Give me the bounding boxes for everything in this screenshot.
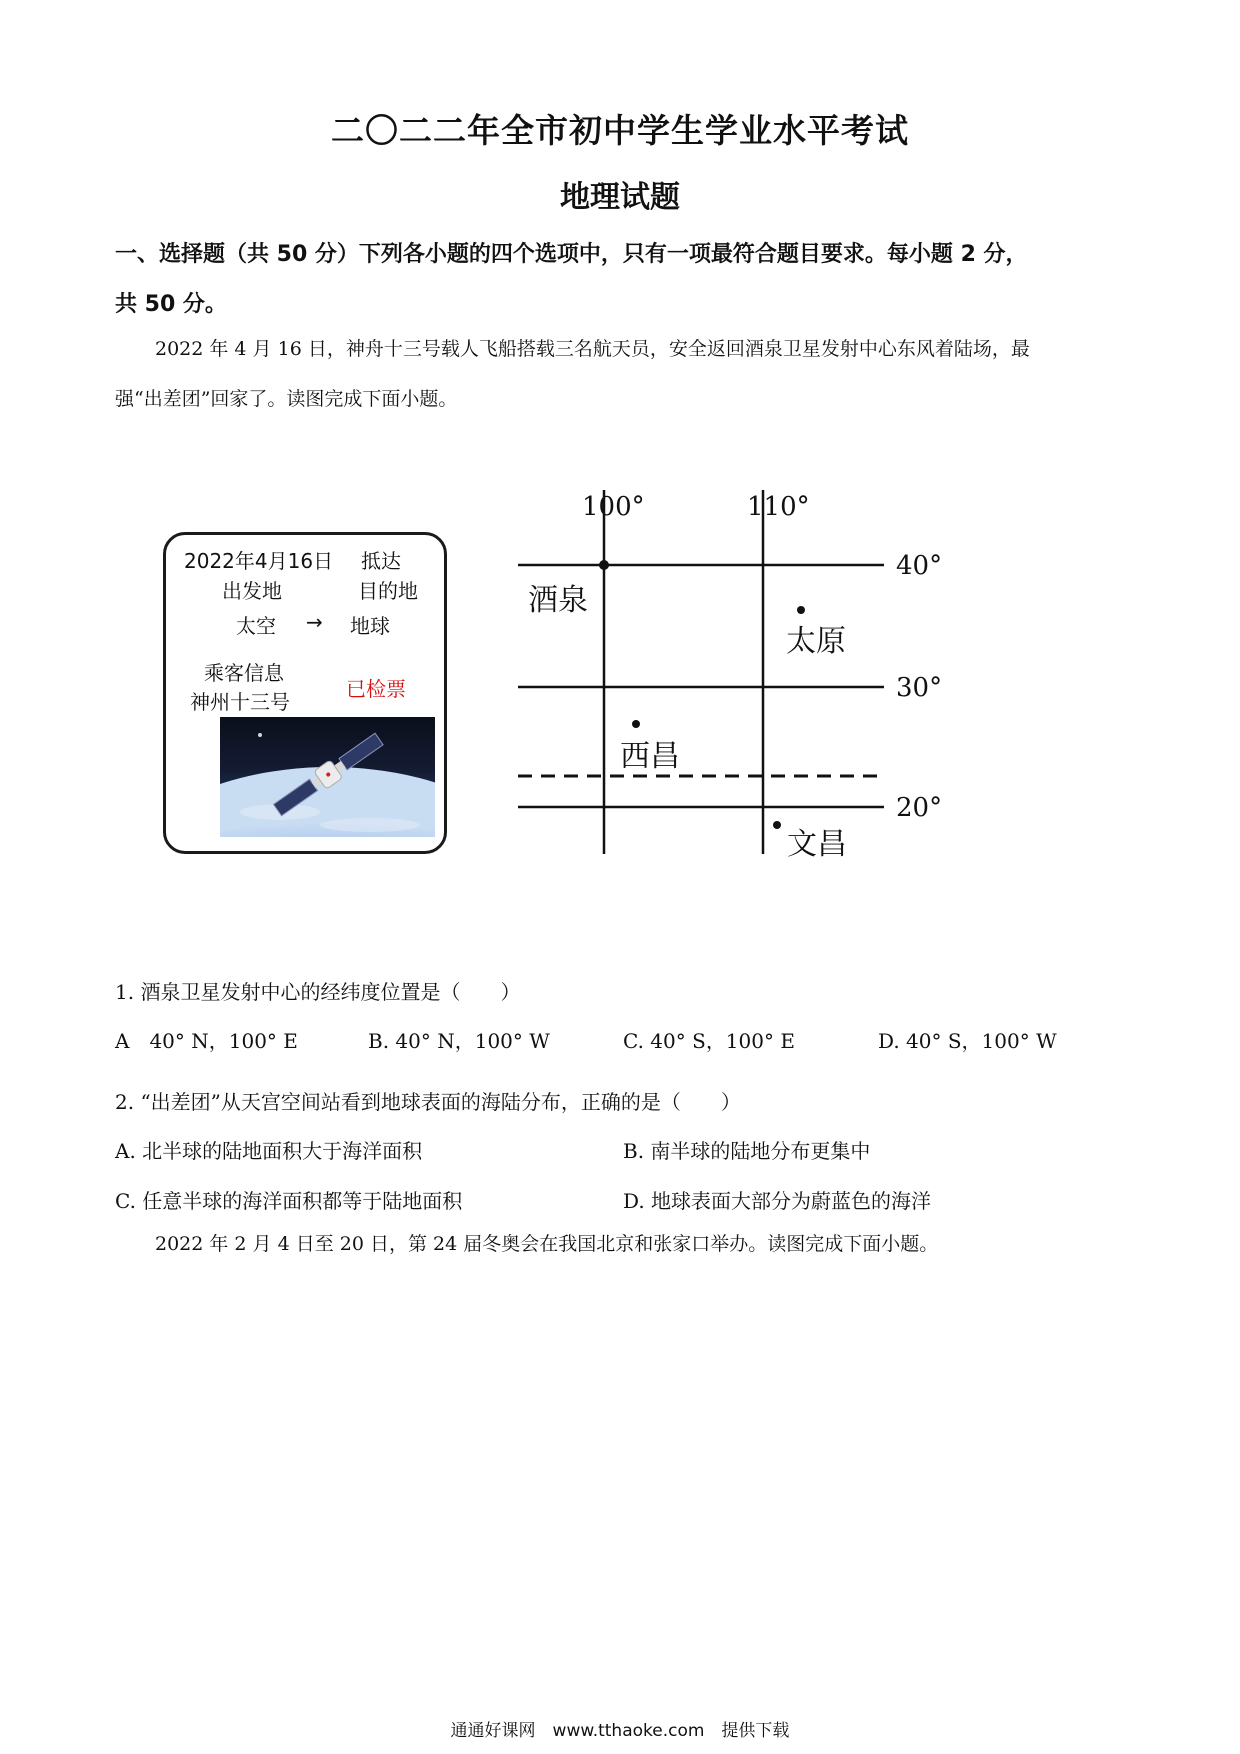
ticket-to: 地球: [350, 614, 390, 638]
question-2-option-d[interactable]: D. 地球表面大部分为蔚蓝色的海洋: [623, 1189, 932, 1213]
lat-label-20: 20°: [896, 793, 943, 823]
lat-label-30: 30°: [896, 673, 943, 703]
ticket-passenger-label: 乘客信息: [204, 661, 284, 685]
arrow-right-icon: →: [306, 610, 323, 634]
city-dot-taiyuan: [797, 606, 805, 614]
lat-label-40: 40°: [896, 551, 943, 581]
city-label-wenchang: 文昌: [787, 827, 847, 862]
ticket-arrive-label: 抵达: [361, 549, 401, 573]
city-label-xichang: 西昌: [620, 739, 680, 774]
city-dot-xichang: [632, 720, 640, 728]
footer-source: 通通好课网 www.tthaoke.com 提供下载: [450, 1721, 790, 1741]
question-2-option-a[interactable]: A. 北半球的陆地面积大于海洋面积: [115, 1139, 423, 1163]
passage2-line1: 2022 年 2 月 4 日至 20 日，第 24 届冬奥会在我国北京和张家口举办。读图完成下面小题。: [155, 1233, 939, 1255]
city-label-taiyuan: 太原: [786, 624, 846, 659]
question-2-option-b[interactable]: B. 南半球的陆地分布更集中: [623, 1139, 871, 1163]
lon-label-110: 110°: [747, 492, 810, 522]
question-1-option-c[interactable]: C. 40° S，100° E: [623, 1029, 795, 1053]
question-1-option-d[interactable]: D. 40° S，100° W: [878, 1029, 1057, 1053]
ticket-date: 2022年4月16日: [184, 549, 334, 573]
question-1-option-b[interactable]: B. 40° N，100° W: [368, 1029, 550, 1053]
passage1-line2: 强“出差团”回家了。读图完成下面小题。: [115, 388, 458, 410]
section-heading-line1: 一、选择题（共 50 分）下列各小题的四个选项中，只有一项最符合题目要求。每小题 2 分，: [115, 242, 1028, 267]
ticket-card: [163, 532, 447, 854]
passage1-line1: 2022 年 4 月 16 日，神舟十三号载人飞船搭载三名航天员，安全返回酒泉卫星发射中心东风着陆场，最: [155, 338, 1030, 360]
lat-lon-grid-map: [500, 480, 960, 880]
city-dot-wenchang: [773, 821, 781, 829]
city-label-jiuquan: 酒泉: [528, 583, 588, 618]
lon-label-100: 100°: [582, 492, 645, 522]
question-2-text: 2. “出差团”从天宫空间站看到地球表面的海陆分布，正确的是（ ）: [115, 1090, 741, 1114]
ticket-from: 太空: [236, 614, 276, 638]
subject-title: 地理试题: [560, 180, 680, 215]
exam-title: 二〇二二年全市初中学生学业水平考试: [331, 111, 909, 150]
question-1-option-a[interactable]: A 40° N，100° E: [115, 1029, 298, 1053]
ticket-dest-label: 目的地: [358, 579, 418, 603]
question-2-option-c[interactable]: C. 任意半球的海洋面积都等于陆地面积: [115, 1189, 463, 1213]
ticket-status-stamp: 已检票: [346, 677, 406, 701]
city-dot-jiuquan: [599, 560, 609, 570]
ticket-passenger-name: 神州十三号: [190, 690, 290, 714]
question-1-text: 1. 酒泉卫星发射中心的经纬度位置是（ ）: [115, 980, 521, 1004]
ticket-depart-label: 出发地: [222, 579, 282, 603]
space-station-photo: [220, 717, 435, 837]
section-heading-line2: 共 50 分。: [115, 292, 227, 317]
